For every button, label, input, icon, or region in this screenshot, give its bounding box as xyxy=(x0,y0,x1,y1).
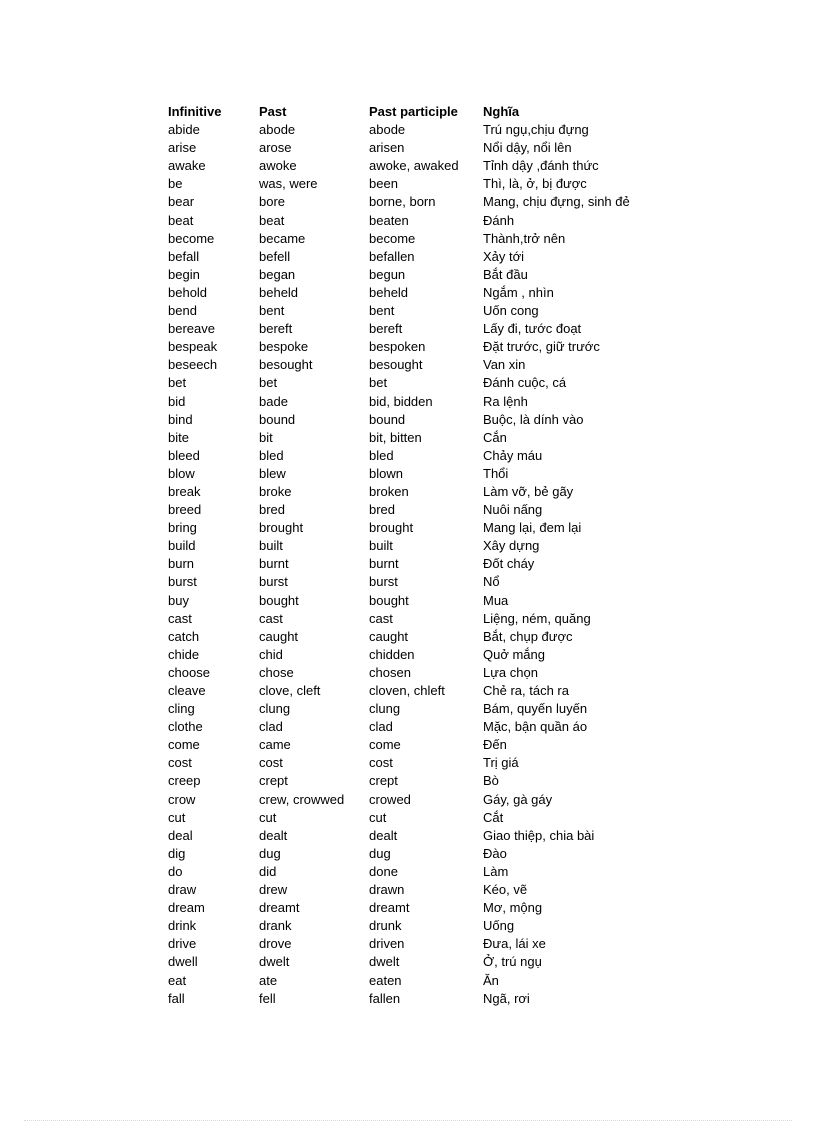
table-row xyxy=(168,302,683,320)
meaning-cell: Giao thiệp, chia bài xyxy=(483,827,595,843)
past-cell: dreamt xyxy=(259,900,300,916)
past-participle-cell: come xyxy=(369,737,401,753)
meaning-cell: Làm xyxy=(483,863,509,879)
infinitive-cell: awake xyxy=(168,158,206,174)
past-participle-cell: fallen xyxy=(369,990,401,1006)
infinitive-cell: fall xyxy=(168,990,185,1006)
table-row xyxy=(168,320,683,338)
past-cell: drew xyxy=(259,882,288,898)
meaning-cell: Van xin xyxy=(483,357,526,373)
past-cell: bit xyxy=(259,429,273,445)
table-row xyxy=(168,881,683,899)
past-cell: clove, cleft xyxy=(259,683,321,698)
table-row xyxy=(168,682,683,700)
infinitive-cell: eat xyxy=(168,972,187,988)
infinitive-cell: begin xyxy=(168,266,200,282)
past-participle-cell: eaten xyxy=(369,972,402,988)
table-row xyxy=(168,736,683,754)
past-participle-cell: clad xyxy=(369,719,393,735)
table-row xyxy=(168,610,683,628)
past-cell: bet xyxy=(259,375,278,391)
meaning-cell: Bắt đầu xyxy=(483,266,528,282)
meaning-cell: Mang, chịu đựng, sinh đẻ xyxy=(483,194,630,210)
past-participle-cell: awoke, awaked xyxy=(369,158,459,174)
past-cell: broke xyxy=(259,483,292,499)
table-row xyxy=(168,212,683,230)
past-cell: burnt xyxy=(259,556,289,572)
irregular-verbs-table xyxy=(168,103,683,1008)
meaning-cell: Quở mắng xyxy=(483,646,545,662)
meaning-cell: Mơ, mộng xyxy=(483,900,543,916)
table-row xyxy=(168,121,683,139)
past-participle-cell: bent xyxy=(369,303,395,319)
infinitive-cell: crow xyxy=(168,791,196,807)
table-body xyxy=(168,121,683,1008)
past-participle-cell: crept xyxy=(369,773,398,789)
meaning-cell: Lấy đi, tước đoạt xyxy=(483,321,582,337)
table-row xyxy=(168,845,683,863)
infinitive-cell: bet xyxy=(168,375,187,391)
infinitive-cell: bite xyxy=(168,429,189,445)
past-cell: bound xyxy=(259,411,296,427)
past-participle-cell: crowed xyxy=(369,791,411,807)
table-row xyxy=(168,990,683,1008)
meaning-cell: Đào xyxy=(483,845,507,861)
table-row xyxy=(168,827,683,845)
table-row xyxy=(168,917,683,935)
meaning-cell: Đặt trước, giữ trước xyxy=(483,339,600,355)
infinitive-cell: be xyxy=(168,176,183,192)
meaning-cell: Thành,trở nên xyxy=(483,230,566,246)
past-cell: drank xyxy=(259,918,292,934)
past-cell: bent xyxy=(259,303,285,319)
past-cell: abode xyxy=(259,122,296,138)
past-participle-cell: cost xyxy=(369,755,393,771)
header-row xyxy=(168,103,683,121)
table-row xyxy=(168,483,683,501)
past-cell: fell xyxy=(259,990,276,1006)
past-participle-cell: dug xyxy=(369,845,391,861)
table-row xyxy=(168,592,683,610)
past-participle-cell: dwelt xyxy=(369,954,400,970)
past-cell: clung xyxy=(259,701,291,717)
past-cell: dug xyxy=(259,845,281,861)
infinitive-cell: burst xyxy=(168,574,197,590)
table-row xyxy=(168,863,683,881)
past-participle-cell: caught xyxy=(369,628,409,644)
past-cell: clad xyxy=(259,719,283,735)
meaning-cell: Gáy, gà gáy xyxy=(483,791,553,807)
past-cell: caught xyxy=(259,628,299,644)
table-row xyxy=(168,791,683,809)
past-cell: beat xyxy=(259,212,285,228)
infinitive-cell: choose xyxy=(168,664,210,680)
meaning-cell: Làm vỡ, bẻ gãy xyxy=(483,483,574,499)
infinitive-cell: bind xyxy=(168,411,193,427)
past-cell: burst xyxy=(259,574,288,590)
meaning-cell: Mặc, bận quần áo xyxy=(483,719,588,735)
table-row xyxy=(168,555,683,573)
past-participle-cell: become xyxy=(369,230,416,246)
meaning-cell: Đốt cháy xyxy=(483,556,535,572)
infinitive-cell: cost xyxy=(168,755,192,771)
meaning-cell: Bắt, chụp được xyxy=(483,628,573,644)
page-bottom-divider xyxy=(24,1120,792,1121)
past-participle-cell: cast xyxy=(369,610,393,626)
past-participle-cell: bled xyxy=(369,447,394,463)
past-participle-cell: bespoken xyxy=(369,339,426,355)
meaning-cell: Chảy máu xyxy=(483,447,543,463)
infinitive-cell: drive xyxy=(168,936,197,952)
table-row xyxy=(168,356,683,374)
table-row xyxy=(168,411,683,429)
infinitive-cell: dwell xyxy=(168,954,198,970)
past-cell: cost xyxy=(259,755,283,771)
past-cell: blew xyxy=(259,465,286,481)
past-cell: bade xyxy=(259,393,288,409)
header-past-participle: Past participle xyxy=(369,104,458,119)
meaning-cell: Liệng, ném, quăng xyxy=(483,610,591,626)
past-cell: became xyxy=(259,230,306,246)
infinitive-cell: chide xyxy=(168,646,200,662)
past-participle-cell: drawn xyxy=(369,882,405,898)
meaning-cell: Chẻ ra, tách ra xyxy=(483,683,569,698)
past-cell: dealt xyxy=(259,827,288,843)
infinitive-cell: cut xyxy=(168,809,186,825)
header-past: Past xyxy=(259,104,287,119)
past-participle-cell: beheld xyxy=(369,284,409,300)
past-participle-cell: burnt xyxy=(369,556,399,572)
past-cell: bereft xyxy=(259,321,293,337)
table-row xyxy=(168,230,683,248)
past-participle-cell: bought xyxy=(369,592,409,608)
meaning-cell: Nuôi nấng xyxy=(483,502,543,518)
past-participle-cell: bereft xyxy=(369,321,403,337)
infinitive-cell: bereave xyxy=(168,321,215,337)
table-row xyxy=(168,248,683,266)
meaning-cell: Xảy tới xyxy=(483,248,525,264)
past-cell: arose xyxy=(259,140,292,156)
table-row xyxy=(168,139,683,157)
meaning-cell: Xây dựng xyxy=(483,538,540,554)
table-row xyxy=(168,628,683,646)
infinitive-cell: behold xyxy=(168,284,208,300)
table-row xyxy=(168,519,683,537)
meaning-cell: Uống xyxy=(483,918,515,934)
table-row xyxy=(168,429,683,447)
infinitive-cell: dream xyxy=(168,900,205,916)
table-row xyxy=(168,972,683,990)
meaning-cell: Ngắm , nhìn xyxy=(483,284,554,300)
meaning-cell: Nổi dậy, nổi lên xyxy=(483,140,572,156)
past-participle-cell: done xyxy=(369,863,398,879)
infinitive-cell: abide xyxy=(168,122,200,138)
past-participle-cell: bred xyxy=(369,502,396,518)
past-participle-cell: cut xyxy=(369,809,387,825)
past-participle-cell: besought xyxy=(369,357,423,373)
past-cell: bore xyxy=(259,194,286,210)
header-infinitive: Infinitive xyxy=(168,104,222,119)
past-cell: chose xyxy=(259,664,294,680)
infinitive-cell: bear xyxy=(168,194,195,210)
past-participle-cell: borne, born xyxy=(369,194,436,210)
past-cell: began xyxy=(259,266,296,282)
past-cell: beheld xyxy=(259,284,299,300)
infinitive-cell: catch xyxy=(168,628,200,644)
past-participle-cell: abode xyxy=(369,122,406,138)
meaning-cell: Cắt xyxy=(483,809,504,825)
past-participle-cell: bound xyxy=(369,411,406,427)
infinitive-cell: burn xyxy=(168,556,195,572)
past-cell: besought xyxy=(259,357,313,373)
past-participle-cell: dealt xyxy=(369,827,398,843)
past-participle-cell: clung xyxy=(369,701,401,717)
past-cell: bred xyxy=(259,502,286,518)
past-cell: cut xyxy=(259,809,277,825)
table-row xyxy=(168,338,683,356)
table-row xyxy=(168,646,683,664)
infinitive-cell: dig xyxy=(168,845,186,861)
meaning-cell: Lựa chọn xyxy=(483,664,538,680)
past-cell: was, were xyxy=(259,176,318,192)
meaning-cell: Đánh cuộc, cá xyxy=(483,375,567,391)
meaning-cell: Thì, là, ở, bị được xyxy=(483,176,587,192)
past-participle-cell: brought xyxy=(369,520,414,536)
past-participle-cell: bid, bidden xyxy=(369,393,433,409)
table-row xyxy=(168,700,683,718)
past-cell: brought xyxy=(259,520,304,536)
meaning-cell: Đến xyxy=(483,737,507,753)
past-participle-cell: been xyxy=(369,176,398,192)
meaning-cell: Bò xyxy=(483,773,499,789)
meaning-cell: Kéo, vẽ xyxy=(483,882,528,898)
table-row xyxy=(168,935,683,953)
past-cell: bled xyxy=(259,447,284,463)
infinitive-cell: bleed xyxy=(168,447,200,463)
past-cell: came xyxy=(259,737,291,753)
meaning-cell: Đưa, lái xe xyxy=(483,936,546,952)
header-meaning: Nghĩa xyxy=(483,104,520,119)
table-header xyxy=(168,103,683,121)
past-cell: chid xyxy=(259,646,283,662)
meaning-cell: Trú ngụ,chịu đựng xyxy=(483,122,589,138)
infinitive-cell: buy xyxy=(168,592,189,608)
table-row xyxy=(168,266,683,284)
infinitive-cell: bring xyxy=(168,520,197,536)
past-participle-cell: cloven, chleft xyxy=(369,683,445,698)
past-participle-cell: built xyxy=(369,538,393,554)
table-row xyxy=(168,465,683,483)
past-cell: dwelt xyxy=(259,954,290,970)
past-participle-cell: begun xyxy=(369,266,406,282)
meaning-cell: Mang lại, đem lại xyxy=(483,520,582,536)
past-participle-cell: arisen xyxy=(369,140,405,156)
table-row xyxy=(168,573,683,591)
table-row xyxy=(168,175,683,193)
infinitive-cell: blow xyxy=(168,465,195,481)
past-participle-cell: drunk xyxy=(369,918,402,934)
infinitive-cell: beat xyxy=(168,212,194,228)
past-cell: awoke xyxy=(259,158,297,174)
past-cell: crew, crowwed xyxy=(259,791,345,807)
meaning-cell: Buộc, là dính vào xyxy=(483,411,584,427)
infinitive-cell: build xyxy=(168,538,196,554)
infinitive-cell: drink xyxy=(168,918,197,934)
table-row xyxy=(168,718,683,736)
infinitive-cell: cling xyxy=(168,701,195,717)
table-row xyxy=(168,953,683,971)
infinitive-cell: bend xyxy=(168,303,197,319)
table-row xyxy=(168,664,683,682)
table-row xyxy=(168,501,683,519)
meaning-cell: Uốn cong xyxy=(483,303,539,319)
infinitive-cell: breed xyxy=(168,502,202,518)
infinitive-cell: beseech xyxy=(168,357,218,373)
past-participle-cell: dreamt xyxy=(369,900,410,916)
past-cell: bought xyxy=(259,592,299,608)
infinitive-cell: draw xyxy=(168,882,197,898)
past-cell: built xyxy=(259,538,283,554)
infinitive-cell: cast xyxy=(168,610,192,626)
past-participle-cell: broken xyxy=(369,483,409,499)
infinitive-cell: do xyxy=(168,863,183,879)
table-row xyxy=(168,374,683,392)
meaning-cell: Nổ xyxy=(483,574,500,590)
past-participle-cell: befallen xyxy=(369,248,415,264)
table-row xyxy=(168,754,683,772)
past-cell: did xyxy=(259,863,277,879)
meaning-cell: Thổi xyxy=(483,465,509,481)
past-participle-cell: burst xyxy=(369,574,398,590)
table-row xyxy=(168,809,683,827)
meaning-cell: Mua xyxy=(483,592,509,608)
infinitive-cell: deal xyxy=(168,827,193,843)
past-participle-cell: chidden xyxy=(369,646,415,662)
infinitive-cell: clothe xyxy=(168,719,203,735)
meaning-cell: Ra lệnh xyxy=(483,393,528,409)
infinitive-cell: come xyxy=(168,737,200,753)
past-participle-cell: chosen xyxy=(369,664,411,680)
table-row xyxy=(168,772,683,790)
past-cell: befell xyxy=(259,248,291,264)
table-row xyxy=(168,899,683,917)
infinitive-cell: creep xyxy=(168,773,201,789)
past-participle-cell: bet xyxy=(369,375,388,391)
table-row xyxy=(168,447,683,465)
table-row xyxy=(168,537,683,555)
past-cell: bespoke xyxy=(259,339,309,355)
infinitive-cell: befall xyxy=(168,248,200,264)
table-row xyxy=(168,393,683,411)
meaning-cell: Bám, quyến luyến xyxy=(483,701,588,717)
meaning-cell: Cắn xyxy=(483,429,507,445)
meaning-cell: Trị giá xyxy=(483,755,519,771)
infinitive-cell: arise xyxy=(168,140,197,156)
meaning-cell: Tỉnh dậy ,đánh thức xyxy=(483,158,599,174)
past-participle-cell: driven xyxy=(369,936,405,952)
past-participle-cell: beaten xyxy=(369,212,409,228)
meaning-cell: Đánh xyxy=(483,212,515,228)
meaning-cell: Ở, trú ngụ xyxy=(483,954,542,970)
table-row xyxy=(168,193,683,211)
past-cell: ate xyxy=(259,972,278,988)
infinitive-cell: break xyxy=(168,483,201,499)
past-cell: cast xyxy=(259,610,283,626)
table-row xyxy=(168,157,683,175)
infinitive-cell: cleave xyxy=(168,683,206,698)
past-cell: drove xyxy=(259,936,292,952)
infinitive-cell: bid xyxy=(168,393,186,409)
past-participle-cell: blown xyxy=(369,465,403,481)
past-cell: crept xyxy=(259,773,288,789)
meaning-cell: Ngã, rơi xyxy=(483,990,530,1006)
infinitive-cell: become xyxy=(168,230,215,246)
meaning-cell: Ăn xyxy=(483,972,499,988)
past-participle-cell: bit, bitten xyxy=(369,429,422,445)
table-row xyxy=(168,284,683,302)
infinitive-cell: bespeak xyxy=(168,339,218,355)
